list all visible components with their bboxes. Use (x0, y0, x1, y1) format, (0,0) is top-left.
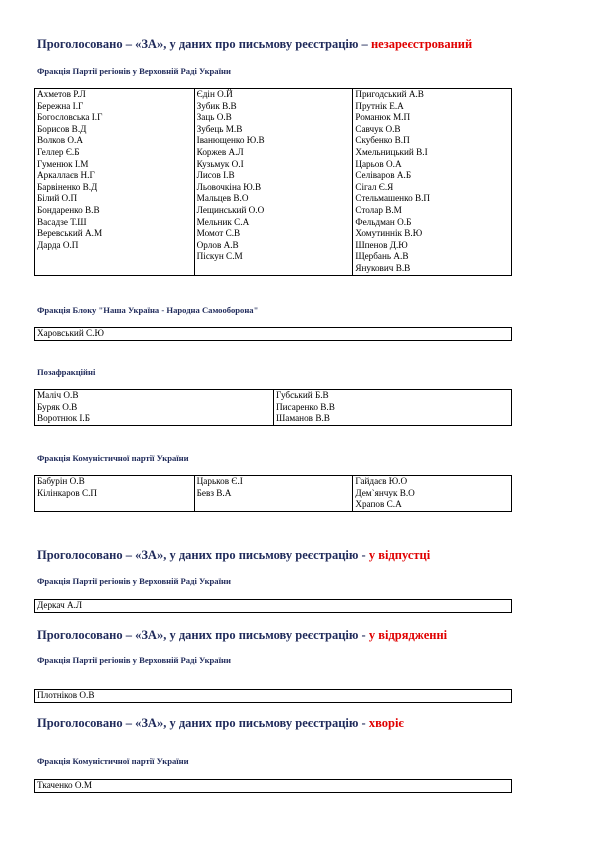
deputy-name: Ткаченко О.М (37, 780, 93, 790)
heading-prefix: Проголосовано – «ЗА», у даних про письмову реєстрацію - (37, 548, 369, 562)
deputies-table (34, 599, 512, 613)
deputy-name: Веревський А.М (37, 228, 103, 239)
table-column (35, 600, 511, 612)
deputy-name: Хомутиннік В.Ю (355, 228, 423, 239)
table-column (35, 780, 511, 792)
deputy-name: Дем`янчук В.О (355, 487, 415, 498)
deputy-name: Дарда О.П (37, 239, 79, 250)
table-column (35, 476, 194, 511)
deputy-name: Мельник С.А (196, 216, 250, 227)
section-heading-unregistered (37, 37, 472, 52)
deputy-name: Селіваров А.Б (355, 170, 412, 181)
deputies-table (34, 327, 512, 341)
deputies-table (34, 475, 512, 512)
deputy-name: Царьов О.А (355, 158, 402, 169)
deputy-name: Орлов А.В (196, 239, 239, 250)
heading-status: у відпустці (368, 548, 431, 562)
deputy-name: Лещинський О.О (196, 204, 265, 215)
deputy-name: Маліч О.В (37, 390, 79, 400)
deputy-name: Гайдаєв Ю.О (355, 476, 408, 486)
deputy-name: Зубик В.В (196, 100, 237, 111)
deputy-name: Богословська І.Г (37, 112, 103, 123)
deputy-name: Бевз В.А (196, 487, 232, 498)
deputy-name: Прутнік Е.А (355, 100, 404, 111)
deputy-name: Буряк О.В (37, 401, 78, 412)
heading-status: хворіє (368, 716, 404, 730)
table-column (35, 328, 511, 340)
deputy-name: Савчук О.В (355, 123, 401, 134)
heading-status: у відрядженні (368, 628, 448, 642)
deputy-name: Харовський С.Ю (37, 328, 104, 338)
deputy-name: Мальцев В.О (196, 193, 249, 204)
deputy-name: Сігал Є.Я (355, 181, 394, 192)
deputy-name: Ахметов Р.Л (37, 89, 86, 99)
deputy-name: Іванющенко Ю.В (196, 135, 265, 146)
faction-title: Фракція Комуністичної партії України (37, 453, 189, 463)
section-heading-vacation (37, 548, 430, 563)
deputy-name: Воротнюк І.Б (37, 413, 90, 424)
deputy-name: Скубенко В.П (355, 135, 410, 146)
deputy-name: Плотніков О.В (37, 690, 95, 700)
deputy-name: Момот С.В (196, 228, 241, 239)
deputies-table (34, 779, 512, 793)
deputy-name: Шпенов Д.Ю (355, 239, 408, 250)
deputy-name: Кілінкаров С.П (37, 487, 98, 498)
deputy-name: Романюк М.П (355, 112, 411, 123)
deputy-name: Хмельницький В.І (355, 146, 428, 157)
table-column (35, 690, 511, 702)
deputy-name: Льовочкіна Ю.В (196, 181, 262, 192)
deputy-name: Деркач А.Л (37, 600, 83, 610)
deputy-name: Білий О.П (37, 193, 78, 204)
deputy-name: Зубець М.В (196, 123, 243, 134)
faction-title: Фракція Партії регіонів у Верховній Раді України (37, 576, 231, 586)
deputy-name: Столар В.М (355, 204, 402, 215)
heading-prefix: Проголосовано – «ЗА», у даних про письмову реєстрацію - (37, 716, 369, 730)
deputy-name: Єдін О.Й (196, 89, 233, 99)
deputy-name: Пригодський А.В (355, 89, 424, 99)
deputy-name: Васадзе Т.Ш (37, 216, 87, 227)
deputy-name: Гуменюк І.М (37, 158, 89, 169)
deputy-name: Геллер Є.Б (37, 146, 80, 157)
table-column (352, 476, 511, 511)
heading-prefix: Проголосовано – «ЗА», у даних про письмову реєстрацію – (37, 37, 371, 51)
deputy-name: Царьков Є.І (196, 476, 243, 486)
deputy-name: Бондаренко В.В (37, 204, 100, 215)
table-column (273, 390, 511, 425)
deputy-name: Щербань А.В (355, 251, 409, 262)
deputy-name: Бабурін О.В (37, 476, 85, 486)
faction-title: Позафракційні (37, 367, 96, 377)
faction-title: Фракція Блоку "Наша Україна - Народна Самооборона" (37, 305, 259, 315)
deputy-name: Янукович В.В (355, 262, 411, 273)
heading-status: незареєстрований (370, 37, 473, 51)
deputy-name: Губський Б.В (276, 390, 329, 400)
deputy-name: Бережна І.Г (37, 100, 84, 111)
deputy-name: Барвіненко В.Д (37, 181, 98, 192)
deputies-table (34, 88, 512, 276)
deputy-name: Аркаллаєв Н.Г (37, 170, 95, 181)
deputy-name: Лисов І.В (196, 170, 235, 181)
faction-title: Фракція Партії регіонів у Верховній Раді України (37, 66, 231, 76)
deputy-name: Писаренко В.В (276, 401, 335, 412)
deputy-name: Храпов С.А (355, 499, 402, 510)
deputy-name: Кузьмук О.І (196, 158, 244, 169)
section-heading-business-trip (37, 628, 447, 643)
section-heading-sick (37, 716, 404, 731)
deputy-name: Заць О.В (196, 112, 232, 123)
deputy-name: Борисов В.Д (37, 123, 87, 134)
deputy-name: Шаманов В.В (276, 413, 330, 424)
table-column (194, 476, 353, 511)
table-column (352, 89, 511, 275)
faction-title: Фракція Партії регіонів у Верховній Раді України (37, 655, 231, 665)
table-column (35, 89, 194, 275)
heading-prefix: Проголосовано – «ЗА», у даних про письмову реєстрацію - (37, 628, 369, 642)
table-column (194, 89, 353, 275)
deputy-name: Волков О.А (37, 135, 83, 146)
deputy-name: Фельдман О.Б (355, 216, 412, 227)
deputy-name: Піскун С.М (196, 251, 243, 262)
deputy-name: Стельмашенко В.П (355, 193, 431, 204)
table-column (35, 390, 273, 425)
deputies-table (34, 389, 512, 426)
deputy-name: Коржев А.Л (196, 146, 244, 157)
faction-title: Фракція Комуністичної партії України (37, 756, 189, 766)
deputies-table (34, 689, 512, 703)
